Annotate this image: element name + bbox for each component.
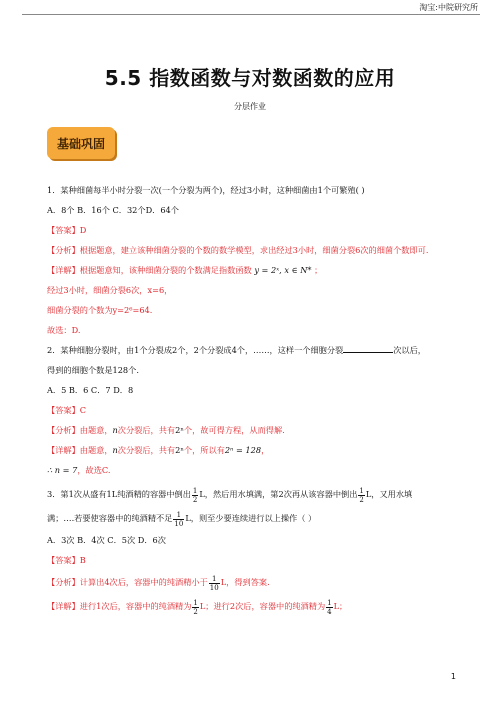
q1-line3: 细菌分裂的个数为y=2⁶=64. [47,305,153,315]
q3-answer: 【答案】B [47,555,86,565]
q3-s1: 3．第1次从盛有1L纯酒精的容器中倒出 [47,489,191,499]
q3-options: A．3次 B．4次 C．5次 D．6次 [47,535,166,545]
q1-options: A．8个 B．16个 C．32个D．64个 [47,205,179,215]
q2-detail-d: ， [261,445,270,455]
q3-detail [47,594,460,618]
q3-detail-c: L； [333,601,348,611]
q3-detail-frac-half: $\frac{1}{2}$ [193,598,198,616]
section-badge: 基础巩固 [47,127,115,159]
q2-conclusion-b: ，故选C. [77,465,111,475]
q1-analysis: 【分析】根据题意，建立该种细菌分裂的个数的数学模型，求出经过3小时，细菌分裂6次的细菌个数即可. [47,245,429,255]
header-brand: 淘宝:中院研究所 [419,3,478,12]
document-body [47,180,460,618]
q2-stem-a: 2．某种细胞分裂时，由1个分裂成2个，2个分裂成4个，……，这样一个细胞分裂 [47,345,344,355]
q3-analysis-b: L，得到答案. [220,577,270,587]
q1-detail-formula: y = 2ˣ, x ∈ N* [254,265,312,275]
q3-analysis-a: 【分析】计算出4次后，容器中的纯酒精小于 [47,577,208,587]
q2-analysis-n: n [112,425,118,435]
q2-detail-b: 次分裂后，共有 [117,445,176,455]
q3-s5: L，则至少要连续进行以上操作（ ） [185,513,317,523]
q3-detail-a: 【详解】进行1次后，容器中的纯酒精为 [47,601,192,611]
q2-detail-eq: 2ⁿ = 128 [224,445,262,455]
q3-frac-half-1: $\frac{1}{2}$ [192,486,198,504]
q2-analysis-b: 次分裂后，共有 [117,425,176,435]
q3-frac-tenth: $\frac{1}{10}$ [174,510,184,528]
q3-s4: 满；….若要使容器中的纯酒精不足 [47,513,173,523]
q2-detail [47,440,460,460]
q1-answer: 【答案】D [47,225,87,235]
q2-detail-pow: 2ⁿ [175,445,184,455]
q1-detail-lead: 【详解】根据题意知，该种细菌分裂的个数满足指数函数 [47,265,252,275]
q1-stem: 1．某种细菌每半小时分裂一次(一个分裂为两个)，经过3小时，这种细菌由1个可繁殖( ) [47,185,365,195]
q2-blank [343,343,393,353]
q3-s2: L，然后用水填满，第2次再从该容器中倒出 [199,489,358,499]
q1-line2: 经过3小时，细菌分裂6次，x=6， [47,285,173,295]
q2-analysis [47,420,460,440]
q2-detail-n: n [112,445,118,455]
q2-analysis-a: 【分析】由题意， [47,425,113,435]
q2-detail-c: 个，所以有 [183,445,225,455]
page-subtitle: 分层作业 [234,102,266,111]
q1-detail-end: ； [314,265,323,275]
q2-detail-a: 【详解】由题意， [47,445,113,455]
q2-stem [47,340,460,360]
q2-analysis-c: 个，故可得方程，从而得解. [183,425,285,435]
q2-conclusion-a: ∴ n = 7 [47,465,78,475]
q2-answer: 【答案】C [47,405,87,415]
q1-detail [47,260,460,280]
q2-conclusion [47,460,460,480]
q3-stem-2 [47,506,460,530]
q3-s3: L，又用水填 [365,489,413,499]
header-rule [22,14,480,15]
q3-analysis [47,570,460,594]
q1-choose: 故选：D. [47,325,81,335]
page-title: 5.5 指数函数与对数函数的应用 [104,66,396,90]
q3-detail-frac-quarter: $\frac{1}{4}$ [327,598,332,616]
q2-stem-b: 次以后， [393,345,426,355]
q3-detail-b: L；进行2次后，容器中的纯酒精为 [199,601,326,611]
q2-stem-2: 得到的细胞个数是128个. [47,365,139,375]
q2-analysis-pow: 2ⁿ [175,425,184,435]
q3-stem [47,482,460,506]
q2-options: A．5 B．6 C．7 D．8 [47,385,134,395]
page-number: 1 [450,672,456,681]
q3-frac-half-2: $\frac{1}{2}$ [359,486,364,504]
q3-analysis-frac: $\frac{1}{10}$ [209,574,219,592]
